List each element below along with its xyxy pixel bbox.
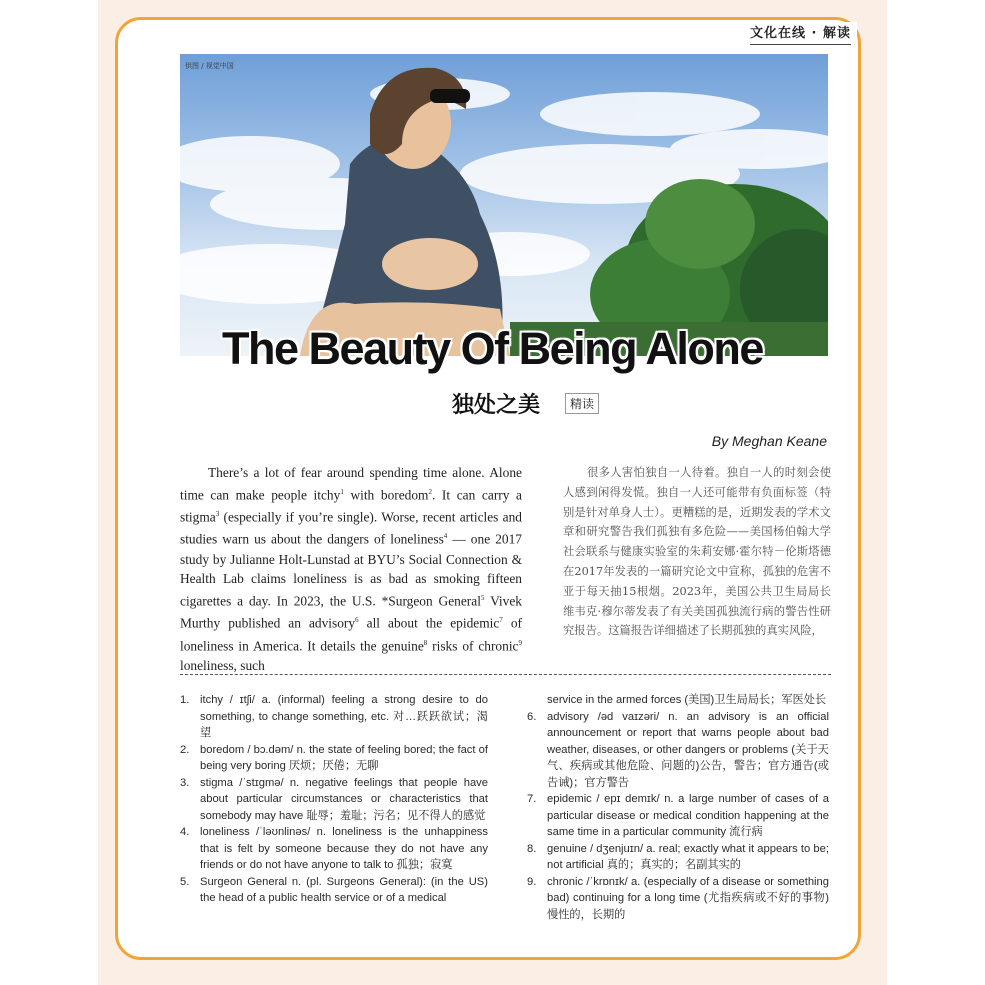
footnote-ref: 6 [355, 616, 359, 625]
body-english [180, 463, 522, 676]
footnote-ref: 8 [423, 638, 428, 647]
glossary-number: 3. [180, 776, 190, 789]
body-text: loneliness, such [180, 657, 265, 673]
glossary-number: 2. [180, 743, 190, 756]
body-text: risks of chronic [427, 638, 519, 654]
body-text: with boredom [343, 487, 429, 503]
glossary-number: 8. [527, 842, 537, 855]
glossary-item [180, 824, 488, 874]
footnote-ref: 7 [499, 616, 503, 625]
glossary-item [180, 692, 488, 742]
glossary-right [527, 692, 829, 923]
glossary-text: epidemic / epɪ demɪk/ n. a large number of cases of a particular disease or medical condition happening at the same time in a particular community 流行病 [547, 793, 829, 838]
glossary-number: 5. [180, 875, 190, 888]
footnote-ref: 1 [340, 487, 344, 496]
footnote-ref: 4 [443, 532, 448, 541]
glossary-number: 7. [527, 793, 537, 805]
body-text: — one 2017 study by Julianne Holt-Lunstad at BYU’s Social Connection & Health Lab claims loneliness is as bad as smoking fifteen cigarettes a day. In 2023, the U.S. *Surgeon General [180, 531, 522, 609]
article-subtitle: 独处之美 [452, 392, 541, 418]
body-text: of loneliness in America. It details the genuine [180, 615, 522, 654]
glossary-item [527, 874, 829, 924]
glossary-text: service in the armed forces (美国)卫生局局长；军医处长 [547, 694, 827, 706]
hero-photo [180, 54, 828, 356]
glossary-item [180, 742, 488, 775]
glossary-number: 9. [527, 875, 537, 888]
glossary-left [180, 692, 488, 907]
footnote-ref: 3 [215, 510, 220, 519]
glossary-text: genuine / dʒenjuɪn/ a. real; exactly what it appears to be; not artificial 真的；真实的；名副其实的 [547, 842, 829, 871]
photo-credit: 供图 / 视觉中国 [185, 62, 234, 70]
photo-illustration [180, 54, 828, 356]
glossary-item [180, 775, 488, 825]
byline: By Meghan Keane [711, 433, 827, 449]
glossary-number: 4. [180, 826, 190, 838]
glossary-text: boredom / bɔ.dəm/ n. the state of feeling bored; the fact of being very boring 厌烦；厌倦；无聊 [200, 743, 488, 772]
glossary-text: chronic /ˈkrɒnɪk/ a. (especially of a disease or something bad) continuing for a long time (尤指疾病或不好的事物)慢性的，长期的 [547, 875, 829, 921]
glossary-item [180, 874, 488, 907]
body-text: (especially if you’re single). Worse, recent articles and studies warn us about the dangers of loneliness [180, 509, 522, 547]
footnote-ref: 9 [518, 638, 522, 647]
glossary-number: 1. [180, 694, 190, 706]
glossary-item [527, 841, 829, 874]
footnote-ref: 2 [428, 487, 432, 496]
glossary-item [527, 791, 829, 841]
body-text: . It can carry a stigma [180, 487, 522, 525]
reading-badge: 精读 [565, 393, 599, 414]
glossary-item [527, 709, 829, 792]
glossary-number: 6. [527, 710, 537, 723]
glossary-text: Surgeon General n. (pl. Surgeons General): (in the US) the head of a public health service or of a medical [200, 875, 488, 904]
divider [180, 674, 831, 675]
glossary-text: itchy / ɪtʃi/ a. (informal) feeling a strong desire to do something, to change something, etc. 对…跃跃欲试；渴望 [200, 694, 488, 739]
section-underline [750, 44, 851, 45]
footnote-ref: 5 [480, 594, 485, 603]
section-tag [744, 22, 857, 41]
article-title: The Beauty Of Being Alone [222, 323, 763, 374]
glossary-continuation [527, 692, 829, 709]
glossary-text: advisory /əd vaɪzəri/ n. an advisory is an official announcement or report that warns people about bad weather, diseases, or other dangers or problems (关于天气、疾病或其他危险、问题的)公告，警告；官方通告(或告诫)；官方警告 [547, 710, 829, 789]
section-label: 文化在线 · 解读 [750, 26, 851, 41]
body-text: all about the epidemic [358, 615, 500, 631]
body-chinese: 很多人害怕独自一人待着。独自一人的时刻会使人感到闲得发慌。独自一人还可能带有负面标签（特别是针对单身人士）。更糟糕的是，近期发表的学术文章和研究警告我们孤独有多危险——美国杨伯翰大学社会联系与健康实验室的朱莉安娜·霍尔特－伦斯塔德在2017年发表的一篇研究论文中宣称，孤独的危害不亚于每天抽15根烟。2023年，美国公共卫生局局长维韦克·穆尔蒂发表了有关美国孤独流行病的警告性研究报告。这篇报告详细描述了长期孤独的真实风险， [563, 466, 831, 638]
glossary-text: stigma /ˈstɪgmə/ n. negative feelings that people have about particular circumstances or characteristics that somebody may have 耻辱；羞耻；污名；见不得人的感觉 [200, 776, 488, 822]
glossary-text: loneliness /ˈləʊnlinəs/ n. loneliness is the unhappiness that is felt by someone because they do not have any friends or do not have anyone to talk to 孤独；寂寞 [200, 826, 488, 871]
body-text: There’s a lot of fear around spending time alone. Alone time can make people itchy [180, 465, 522, 503]
body-text: Vivek Murthy published an advisory [180, 593, 522, 631]
